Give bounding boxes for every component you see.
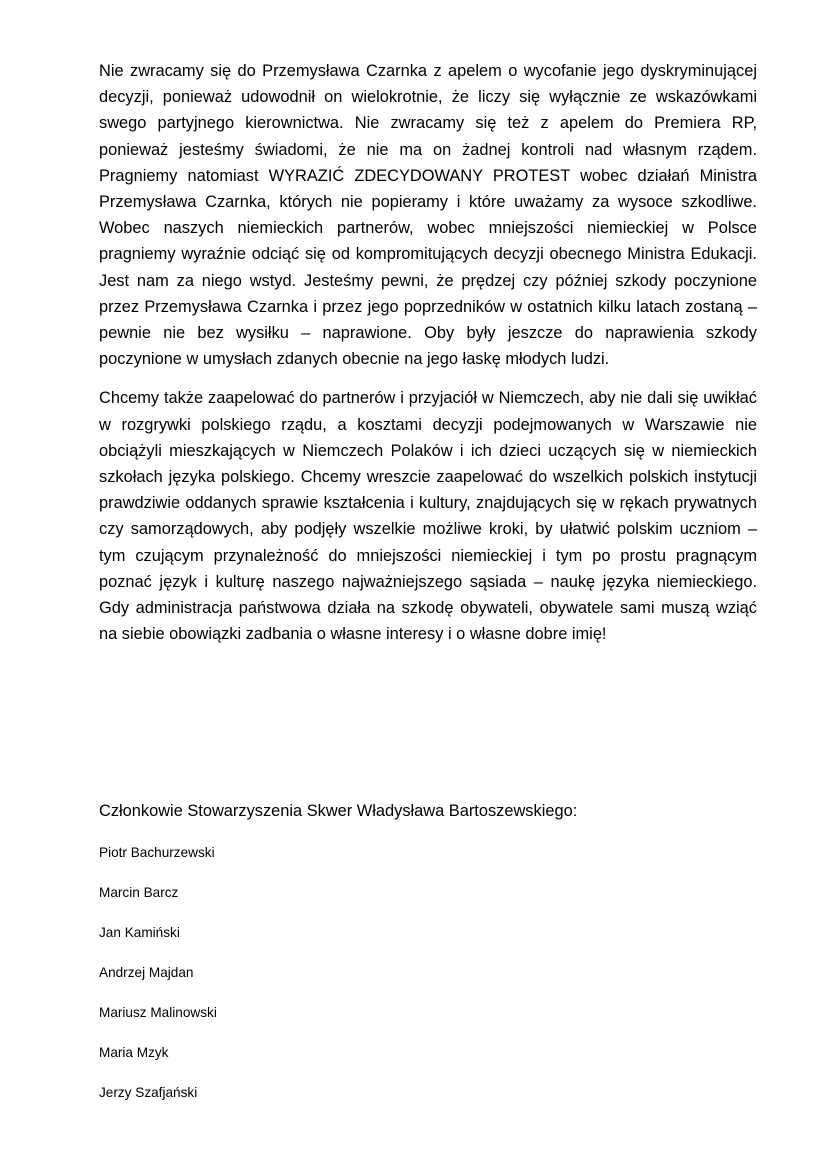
signatory-name: Mariusz Malinowski <box>99 1005 217 1020</box>
signatories-heading: Członkowie Stowarzyszenia Skwer Władysława Bartoszewskiego: <box>99 802 578 820</box>
signatory-name: Maria Mzyk <box>99 1045 169 1060</box>
signatory-name: Jerzy Szafjański <box>99 1085 198 1100</box>
paragraph-protest: Nie zwracamy się do Przemysława Czarnka z apelem o wycofanie jego dyskryminującej decyzji, ponieważ udowodnił on wielokrotnie, że liczy się wyłącznie ze wskazówkami swego partyjnego kierownictwa. Nie zwracamy się też z apelem do Premiera RP, ponieważ jesteśmy świadomi, że nie ma on żadnej kontroli nad własnym rządem. Pragniemy natomiast WYRAZIĆ ZDECYDOWANY PROTEST wobec działań Ministra Przemysława Czarnka, których nie popieramy i które uważamy za wysoce szkodliwe. Wobec naszych niemieckich partnerów, wobec mniejszości niemieckiej w Polsce pragniemy wyraźnie odciąć się od kompromitujących decyzji obecnego Ministra Edukacji. Jest nam za niego wstyd. Jesteśmy pewni, że prędzej czy później szkody poczynione przez Przemysława Czarnka i przez jego poprzedników w ostatnich kilku latach zostaną – pewnie nie bez wysiłku – naprawione. Oby były jeszcze do naprawienia szkody poczynione w umysłach zdanych obecnie na jego łaskę młodych ludzi. <box>99 62 757 369</box>
signatory-name: Jan Kamiński <box>99 925 180 940</box>
signatory-name: Piotr Bachurzewski <box>99 845 215 860</box>
signatory-name: Marcin Barcz <box>99 885 179 900</box>
paragraph-appeal: Chcemy także zaapelować do partnerów i przyjaciół w Niemczech, aby nie dali się uwikłać w rozgrywki polskiego rządu, a kosztami decyzji podejmowanych w Warszawie nie obciążyli mieszkających w Niemczech Polaków i ich dzieci uczących się w niemieckich szkołach języka polskiego. Chcemy wreszcie zaapelować do wszelkich polskich instytucji prawdziwie oddanych sprawie kształcenia i kultury, znajdujących się w rękach prywatnych czy samorządowych, aby podjęły wszelkie możliwe kroki, by ułatwić polskim uczniom – tym czującym przynależność do mniejszości niemieckiej i tym po prostu pragnącym poznać język i kulturę naszego najważniejszego sąsiada – naukę języka niemieckiego. Gdy administracja państwowa działa na szkodę obywateli, obywatele sami muszą wziąć na siebie obowiązki zadbania o własne interesy i o własne dobre imię! <box>99 389 757 644</box>
signatory-name: Andrzej Majdan <box>99 965 194 980</box>
letter-body <box>99 58 757 647</box>
signatories-list <box>99 843 217 1123</box>
